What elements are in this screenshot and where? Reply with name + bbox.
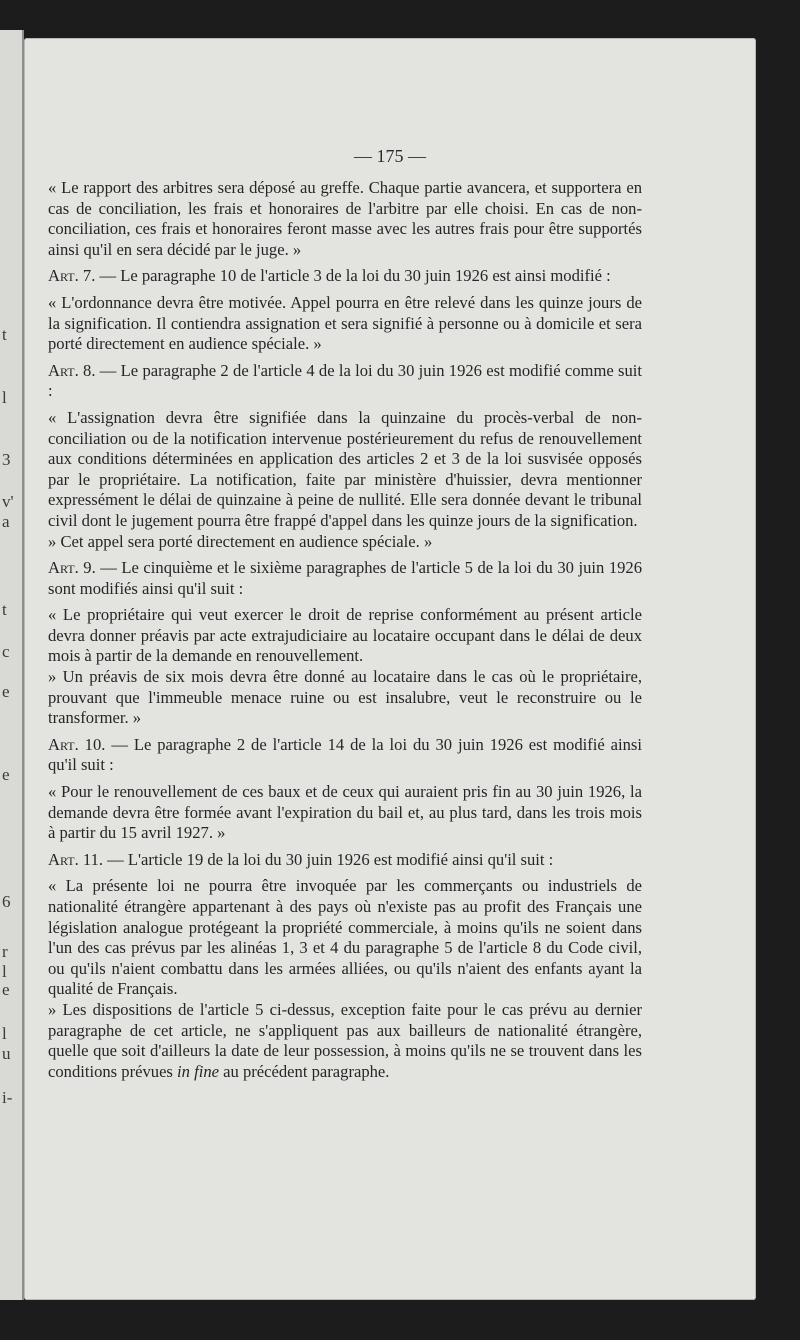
paragraph [48, 293, 642, 355]
page-body [48, 178, 642, 1082]
paragraph-text: « Le propriétaire qui veut exercer le droit de reprise conformément au présent article devra donner préavis par acte extrajudiciaire au locataire occupant dans le délai de deux mois à partir de la demande en renouvellement. [48, 605, 642, 666]
article-paragraph [48, 850, 642, 871]
article-label: Art. 11. [48, 849, 104, 869]
page-number: — 175 — [354, 146, 426, 166]
paragraph [48, 667, 642, 729]
margin-glyph: l [2, 1024, 7, 1043]
margin-glyph: l [2, 388, 7, 407]
margin-glyph: t [2, 600, 7, 619]
paragraph-text: » Cet appel sera porté directement en audience spéciale. » [48, 531, 433, 551]
article-paragraph [48, 735, 642, 776]
paragraph [48, 876, 642, 1000]
paragraph [48, 605, 642, 667]
article-label: Art. 10. [48, 734, 106, 754]
paragraph [48, 1000, 642, 1082]
margin-glyph: e [2, 682, 10, 701]
paragraph-text: » Les dispositions de l'article 5 ci-dessus, exception faite pour le cas prévu au dernier paragraphe de cet article, ne s'appliquent pas aux bailleurs de nationalité étrangère, quelle que soit d'ailleurs la date de leur possession, à moins qu'ils ne se trouvent dans les conditions prévues [48, 999, 642, 1081]
paragraph [48, 178, 642, 260]
margin-glyph: v' [2, 492, 14, 511]
margin-glyph: c [2, 642, 10, 661]
paragraph-text: — Le paragraphe 2 de l'article 4 de la loi du 30 juin 1926 est modifié comme suit : [48, 360, 642, 401]
paragraph-text: « Le rapport des arbitres sera déposé au greffe. Chaque partie avancera, et supportera en cas de conciliation, les frais et honoraires de l'arbitre par elle choisi. En cas de non-conciliation, ces frais et honoraires feront masse avec les autres frais pour être supportés ainsi qu'il en sera décidé par le juge. » [48, 178, 642, 259]
article-label: Art. 7. [48, 266, 96, 286]
paragraph-text: — Le paragraphe 2 de l'article 14 de la loi du 30 juin 1926 est modifié ainsi qu'il suit : [48, 734, 643, 775]
paragraph-text: « L'ordonnance devra être motivée. Appel pourra en être relevé dans les quinze jours de la signification. Il contiendra assignation et sera signifié à personne ou à domicile et sera porté directement en audience spéciale. » [48, 292, 642, 354]
margin-glyph: a [2, 512, 10, 531]
paragraph-text: — L'article 19 de la loi du 30 juin 1926 est modifié ainsi qu'il suit : [103, 849, 554, 869]
paragraph-text: » Un préavis de six mois devra être donné au locataire dans le cas où le propriétaire, prouvant que l'immeuble menace ruine ou est insalubre, veut le reconstruire ou le transformer. » [48, 667, 642, 728]
margin-glyph: l [2, 962, 7, 981]
margin-glyph: u [2, 1044, 11, 1063]
margin-glyph: e [2, 765, 10, 784]
paragraph-text: — Le paragraphe 10 de l'article 3 de la loi du 30 juin 1926 est ainsi modifié : [95, 266, 611, 286]
margin-glyph: e [2, 980, 10, 999]
article-label: Art. 9. [48, 558, 96, 578]
article-paragraph [48, 361, 642, 402]
paragraph-text: « La présente loi ne pourra être invoquée par les commerçants ou industriels de nationalité étrangère appartenant à des pays où n'existe pas au profit des Français une législation analogue protégeant la propriété commerciale, à moins qu'ils ne soient dans l'un des cas prévus par les alinéas 1, 3 et 4 du paragraphe 5 de l'article 8 du Code civil, ou qu'ils n'aient combattu dans les armées alliées, ou qu'ils n'aient des enfants ayant la qualité de Français. [48, 876, 642, 999]
previous-page-edge [0, 30, 24, 1300]
book-page [24, 38, 756, 1300]
paragraph [48, 782, 642, 844]
margin-glyph: t [2, 325, 7, 344]
paragraph-text: « Pour le renouvellement de ces baux et de ceux qui auraient pris fin au 30 juin 1926, la demande devra être formée avant l'expiration du bail et, au plus tard, dans les trois mois à partir du 15 avril 1927. » [48, 782, 642, 843]
margin-glyph: 6 [2, 892, 11, 911]
paragraph-text: — Le cinquième et le sixième paragraphes de l'article 5 de la loi du 30 juin 1926 sont modifiés ainsi qu'il suit : [48, 558, 643, 598]
margin-glyph: r [2, 942, 8, 961]
margin-glyph: 3 [2, 450, 11, 469]
paragraph [48, 532, 642, 553]
paragraph [48, 408, 642, 532]
article-label: Art. 8. [48, 360, 96, 380]
italic-phrase: in fine [177, 1061, 219, 1081]
article-paragraph [48, 266, 642, 287]
paragraph-text: au précédent paragraphe. [219, 1061, 390, 1081]
margin-glyph: i- [2, 1088, 13, 1107]
paragraph-text: « L'assignation devra être signifiée dans la quinzaine du procès-verbal de non-conciliation ou de la notification intervenue postérieurement du refus de renouvellement aux conditions déterminées en application des articles 2 et 3 de la loi susvisée opposés par le propriétaire. La notification, faite par ministère d'huissier, devra mentionner expressément le délai de quinzaine à peine de nullité. Elle sera donnée devant le tribunal civil dont le jugement pourra être frappé d'appel dans les quinze jours de la signification. [48, 407, 642, 530]
article-paragraph [48, 558, 642, 599]
